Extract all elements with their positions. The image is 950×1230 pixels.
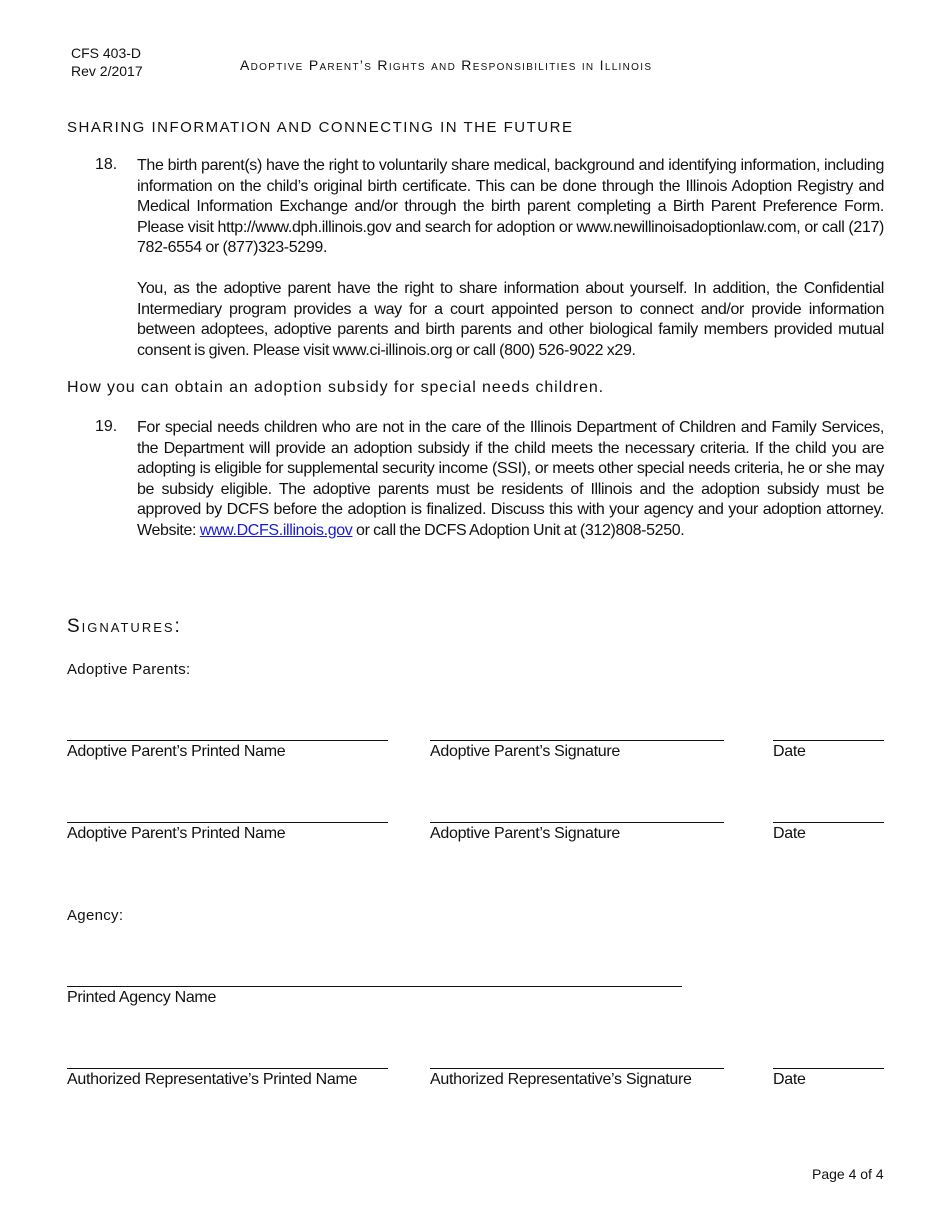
parent-1-date-line[interactable] xyxy=(773,740,884,741)
item-number-19: 19. xyxy=(95,418,118,435)
item-19-text: For special needs children who are not in the care of the Illinois Department of Children and Family Services, the Department will provide an adoption subsidy if the child meets the necessary criteria. If the child you are adopting is eligible for supplemental security income (SSI), or meets other special needs criteria, he or she may be subsidy eligible. The adoptive parents must be residents of Illinois and the adoption subsidy must be approved by DCFS before the adoption is finalized. Discuss this with your agency and your adoption attorney. Website: xyxy=(137,419,884,539)
representative-name-label: Authorized Representative’s Printed Name xyxy=(67,1071,358,1088)
parent-1-signature-line[interactable] xyxy=(430,740,724,741)
agency-label: Agency: xyxy=(67,907,124,924)
representative-signature-line[interactable] xyxy=(430,1068,724,1069)
item-19-paragraph xyxy=(137,418,884,541)
document-title: Adoptive Parent’s Rights and Responsibilities in Illinois xyxy=(240,57,653,73)
item-number-18: 18. xyxy=(95,156,118,173)
item-18-paragraph-1: The birth parent(s) have the right to voluntarily share medical, background and identifying information, including information on the child’s original birth certificate. This can be done through the Illinois Adoption Registry and Medical Information Exchange and/or through the birth parent completing a Birth Parent Preference Form. Please visit http://www.dph.illinois.gov and search for adoption or www.newillinoisadoptionlaw.com, or call (217) 782-6554 or (877)323-5299. xyxy=(137,157,884,256)
representative-signature-label: Authorized Representative’s Signature xyxy=(430,1071,692,1088)
agency-name-label: Printed Agency Name xyxy=(67,989,217,1006)
item-19-text-tail: or call the DCFS Adoption Unit at (312)808-5250. xyxy=(352,521,685,539)
form-revision: Rev 2/2017 xyxy=(71,63,143,79)
parent-2-date-label: Date xyxy=(773,825,806,842)
parent-2-name-label: Adoptive Parent’s Printed Name xyxy=(67,825,286,842)
parent-2-signature-line[interactable] xyxy=(430,822,724,823)
parent-1-signature-label: Adoptive Parent’s Signature xyxy=(430,743,620,760)
form-id-block xyxy=(71,44,143,80)
parent-1-name-label: Adoptive Parent’s Printed Name xyxy=(67,743,286,760)
form-number: CFS 403-D xyxy=(71,45,142,61)
representative-date-line[interactable] xyxy=(773,1068,884,1069)
parent-2-signature-label: Adoptive Parent’s Signature xyxy=(430,825,620,842)
representative-date-label: Date xyxy=(773,1071,806,1088)
agency-name-line[interactable] xyxy=(67,986,682,987)
representative-name-line[interactable] xyxy=(67,1068,388,1069)
adoptive-parents-label: Adoptive Parents: xyxy=(67,661,191,678)
signatures-heading: Signatures: xyxy=(67,616,182,637)
sharing-section-heading: SHARING INFORMATION AND CONNECTING IN THE FUTURE xyxy=(67,119,574,136)
parent-1-date-label: Date xyxy=(773,743,806,760)
parent-2-name-line[interactable] xyxy=(67,822,388,823)
subsidy-section-heading: How you can obtain an adoption subsidy for special needs children. xyxy=(67,379,605,396)
item-18-paragraph-2: You, as the adoptive parent have the right to share information about yourself. In addition, the Confidential Intermediary program provides a way for a court appointed person to connect and/or provide information between adoptees, adoptive parents and birth parents and other biological family members provided mutual consent is given. Please visit www.ci-illinois.org or call (800) 526-9022 x29. xyxy=(137,280,884,359)
parent-1-name-line[interactable] xyxy=(67,740,388,741)
parent-2-date-line[interactable] xyxy=(773,822,884,823)
dcfs-website-link[interactable]: www.DCFS.illinois.gov xyxy=(199,521,353,539)
page-number: Page 4 of 4 xyxy=(812,1166,884,1182)
